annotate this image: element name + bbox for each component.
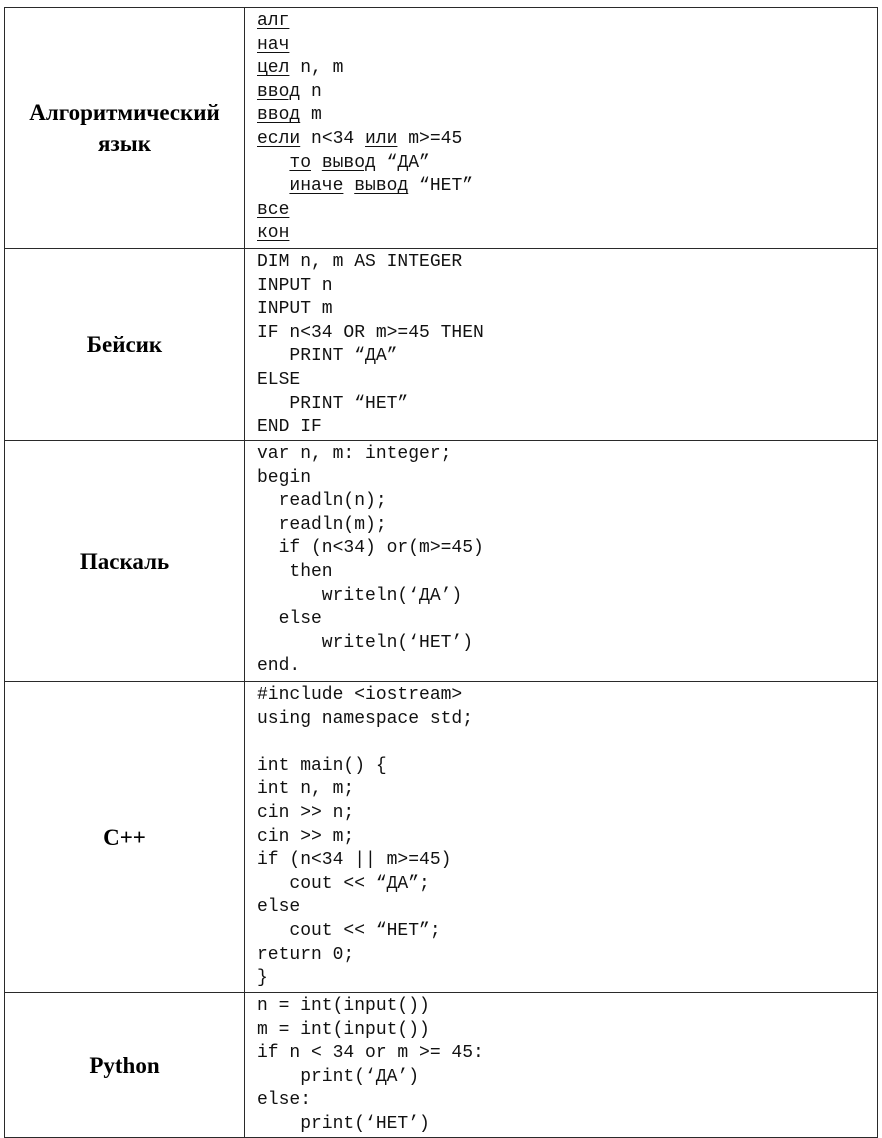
code-text (311, 153, 322, 173)
code-line (257, 731, 877, 755)
code-keyword: если (257, 128, 301, 149)
language-label: C++ (103, 824, 146, 850)
code-text: var n, m: integer; (257, 444, 452, 464)
code-keyword: ввод (257, 105, 301, 126)
language-name-alg (5, 8, 245, 249)
code-text (343, 176, 354, 196)
language-label: Паскаль (79, 548, 170, 574)
code-block-basic (245, 249, 878, 441)
code-line (257, 755, 877, 779)
code-text: } (257, 968, 268, 989)
code-text: begin (257, 467, 312, 488)
code-text: int main() { (257, 755, 387, 776)
code-line (257, 152, 877, 176)
code-keyword: алг (257, 11, 290, 31)
code-text: “НЕТ” (408, 176, 474, 197)
code-line (257, 608, 877, 632)
code-line (257, 443, 877, 467)
code-line (257, 175, 877, 199)
code-text: readln(n); (257, 491, 387, 512)
code-line (257, 10, 877, 34)
code-line (257, 322, 877, 346)
code-line (257, 416, 877, 440)
code-keyword: вывод (321, 152, 376, 173)
code-line (257, 995, 877, 1019)
table-row-python (5, 993, 878, 1138)
code-text: IF n<34 OR m>=45 THEN (257, 322, 484, 343)
code-text: ELSE (257, 369, 301, 390)
code-line (257, 1042, 877, 1066)
code-line (257, 826, 877, 850)
code-line (257, 1066, 877, 1090)
code-text: PRINT “НЕТ” (257, 393, 409, 414)
code-text: m (300, 105, 322, 126)
code-line (257, 104, 877, 128)
code-text: if (n<34 || m>=45) (257, 850, 452, 871)
code-text: n (300, 81, 322, 102)
code-line (257, 708, 877, 732)
code-text: cout << “НЕТ”; (257, 920, 441, 941)
code-text: int n, m; (257, 779, 355, 800)
code-text: end. (257, 656, 301, 677)
code-text: print(‘ДА’) (257, 1066, 420, 1087)
code-text: cin >> m; (257, 826, 355, 847)
language-label: Алгоритмический (29, 100, 220, 125)
code-line (257, 802, 877, 826)
code-line (257, 1019, 877, 1043)
code-keyword: вывод (354, 176, 409, 197)
table-row-basic (5, 249, 878, 441)
code-line (257, 778, 877, 802)
code-keyword: цел (257, 58, 290, 79)
code-text: INPUT n (257, 275, 333, 296)
code-text: DIM n, m AS INTEGER (257, 252, 463, 272)
code-text: cin >> n; (257, 802, 355, 823)
code-text: #include <iostream> (257, 685, 463, 705)
language-name-python (5, 993, 245, 1138)
code-line (257, 873, 877, 897)
code-keyword: все (257, 199, 290, 220)
code-line (257, 57, 877, 81)
code-line (257, 345, 877, 369)
code-line (257, 655, 877, 679)
code-line (257, 944, 877, 968)
code-keyword: то (289, 152, 312, 173)
code-line (257, 275, 877, 299)
code-block-pascal (245, 441, 878, 682)
code-line (257, 896, 877, 920)
code-text: writeln(‘НЕТ’) (257, 632, 474, 653)
code-keyword: или (365, 128, 398, 149)
code-text: n = int(input()) (257, 996, 430, 1016)
code-text: m>=45 (397, 128, 463, 149)
table-row-alg (5, 8, 878, 249)
language-label: Python (89, 1052, 160, 1078)
code-text: INPUT m (257, 299, 333, 320)
language-name-pascal (5, 441, 245, 682)
code-line (257, 684, 877, 708)
language-name-cpp (5, 682, 245, 993)
code-line (257, 393, 877, 417)
code-text: return 0; (257, 944, 355, 965)
code-line (257, 537, 877, 561)
code-text: if (n<34) or(m>=45) (257, 538, 484, 559)
code-text: END IF (257, 417, 322, 438)
code-text: n<34 (300, 128, 366, 149)
code-line (257, 514, 877, 538)
code-text: else (257, 609, 322, 630)
code-text (257, 153, 289, 173)
code-line (257, 369, 877, 393)
code-text: “ДА” (375, 152, 430, 173)
table-row-cpp (5, 682, 878, 993)
code-comparison-table (4, 7, 878, 1138)
code-keyword: иначе (289, 176, 344, 197)
code-line (257, 467, 877, 491)
language-label: Бейсик (86, 332, 163, 357)
code-line (257, 81, 877, 105)
code-block-python (245, 993, 878, 1138)
code-line (257, 222, 877, 246)
code-line (257, 967, 877, 991)
code-text: n, m (289, 58, 344, 79)
code-text: using namespace std; (257, 708, 474, 729)
code-line (257, 1113, 877, 1137)
code-text: PRINT “ДА” (257, 346, 398, 367)
code-text: print(‘НЕТ’) (257, 1113, 430, 1134)
code-line (257, 849, 877, 873)
code-block-alg (245, 8, 878, 249)
code-line (257, 561, 877, 585)
code-text: m = int(input()) (257, 1019, 430, 1040)
code-line (257, 920, 877, 944)
code-text: if n < 34 or m >= 45: (257, 1043, 484, 1064)
table-row-pascal (5, 441, 878, 682)
code-line (257, 199, 877, 223)
code-line (257, 1089, 877, 1113)
code-keyword: нач (257, 34, 290, 55)
code-text: else: (257, 1090, 312, 1111)
code-text: else (257, 897, 301, 918)
language-label: язык (98, 131, 151, 156)
language-name-basic (5, 249, 245, 441)
code-text: readln(m); (257, 514, 387, 535)
code-line (257, 251, 877, 275)
code-keyword: кон (257, 223, 290, 244)
code-text: then (257, 561, 333, 582)
code-line (257, 632, 877, 656)
code-keyword: ввод (257, 81, 301, 102)
code-line (257, 34, 877, 58)
code-line (257, 298, 877, 322)
code-text: writeln(‘ДА’) (257, 585, 463, 606)
code-line (257, 128, 877, 152)
code-line (257, 490, 877, 514)
code-text (257, 176, 289, 196)
code-block-cpp (245, 682, 878, 993)
code-line (257, 585, 877, 609)
code-text: cout << “ДА”; (257, 873, 430, 894)
